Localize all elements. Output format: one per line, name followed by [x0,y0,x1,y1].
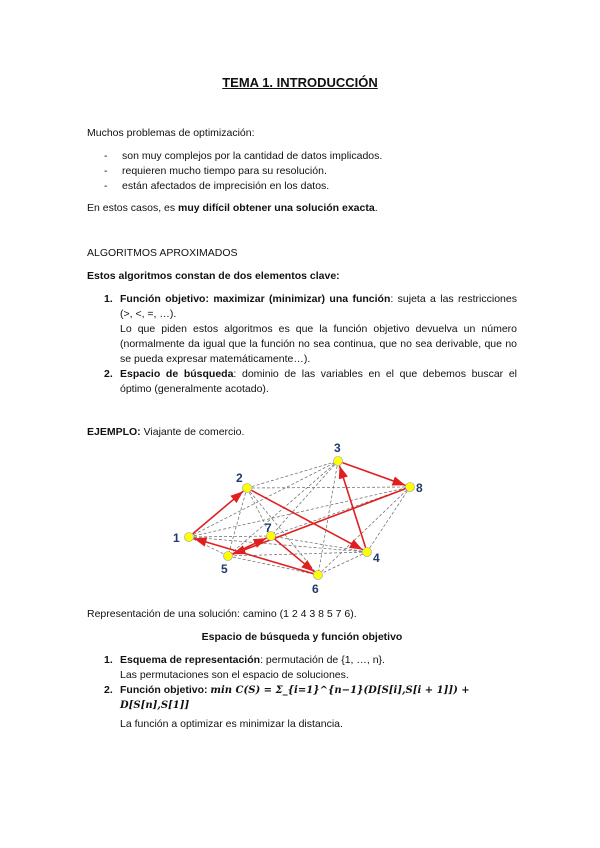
graph-edge [189,536,271,537]
item-text: : sujeta a las restricciones (>, <, =, …). [120,293,517,320]
bullet-row [87,179,517,194]
graph-edge [247,487,410,488]
section-heading: ALGORITMOS APROXIMADOS [87,247,238,259]
bullet-marker: - [104,150,108,162]
tour-edge [193,491,243,534]
subheading: Espacio de búsqueda y función objetivo [201,631,403,643]
node-label: 7 [265,521,272,535]
item-extra: Lo que piden estos algoritmos es que la función objetivo devuelva un número (normalmente da igual que la función no sea continua, que no sea derivable, que no se pueda expresar matemáticamente…). [120,323,517,365]
graph-node [243,484,252,493]
bullet-item: están afectados de imprecisión en los datos. [122,180,330,192]
representation-text: Representación de una solución: camino (1 2 4 3 8 5 7 6). [87,608,357,620]
item-number: 2. [104,684,113,696]
example-label [87,425,517,439]
page-title: TEMA 1. INTRODUCCIÓN [222,75,378,90]
item-number: 1. [104,293,113,305]
list-item [87,292,517,367]
graph-edge [271,461,338,536]
list-item [87,683,517,732]
bullet-marker: - [104,180,108,192]
bullet-marker: - [104,165,108,177]
elements-heading: Estos algoritmos constan de dos elementos clave: [87,270,340,282]
tour-edge [340,466,366,547]
example-text: Viajante de comercio. [140,426,245,438]
node-label: 6 [312,582,319,596]
item-text: : dominio de las variables en el que debemos buscar el óptimo (generalmente acotado). [120,368,517,395]
bullet-row [87,164,517,179]
item-term: Función objetivo: [120,684,211,696]
intro-text: Muchos problemas de optimización: [87,127,255,139]
item-text: : permutación de {1, …, n}. [260,654,385,666]
graph-edge [228,488,247,556]
tour-edge [343,463,406,486]
bullet-item: son muy complejos por la cantidad de datos implicados. [122,150,383,162]
item-term: Espacio de búsqueda [120,368,234,380]
graph-node [314,571,323,580]
conclusion-bold: muy difícil obtener una solución exacta [178,202,375,214]
item-number: 1. [104,654,113,666]
tsp-graph [0,439,600,599]
bullet-row [87,149,517,164]
conclusion [87,201,517,215]
graph-node [363,548,372,557]
graph-node [224,552,233,561]
graph-edge [318,487,410,575]
node-label: 2 [236,471,243,485]
item-extra: Las permutaciones son el espacio de soluciones. [120,669,349,681]
node-label: 5 [221,562,228,576]
node-label: 3 [334,441,341,455]
graph-edge [189,461,338,537]
item-extra: La función a optimizar es minimizar la distancia. [120,718,343,730]
list-item [87,653,517,683]
graph-node [406,483,415,492]
node-label: 1 [173,531,180,545]
graph-edge [318,552,367,575]
conclusion-text: En estos casos, es [87,202,179,214]
item-number: 2. [104,368,113,380]
bullet-item: requieren mucho tiempo para su resolución. [122,165,327,177]
item-term: Función objetivo: maximizar (minimizar) una función [120,293,391,305]
graph-node [185,533,194,542]
objective-formula: min C(S) = Σ_{i=1}^{n−1}(D[S[i],S[i + 1]]) + D[S[n],S[1]] [120,685,470,711]
item-term: Esquema de representación [120,654,261,666]
example-bold: EJEMPLO: [87,426,141,438]
tour-edge [275,539,314,572]
graph-node [334,457,343,466]
graph-edge [367,487,410,552]
node-label: 4 [373,551,380,565]
list-item [87,367,517,397]
conclusion-end: . [374,202,378,214]
node-label: 8 [416,481,423,495]
